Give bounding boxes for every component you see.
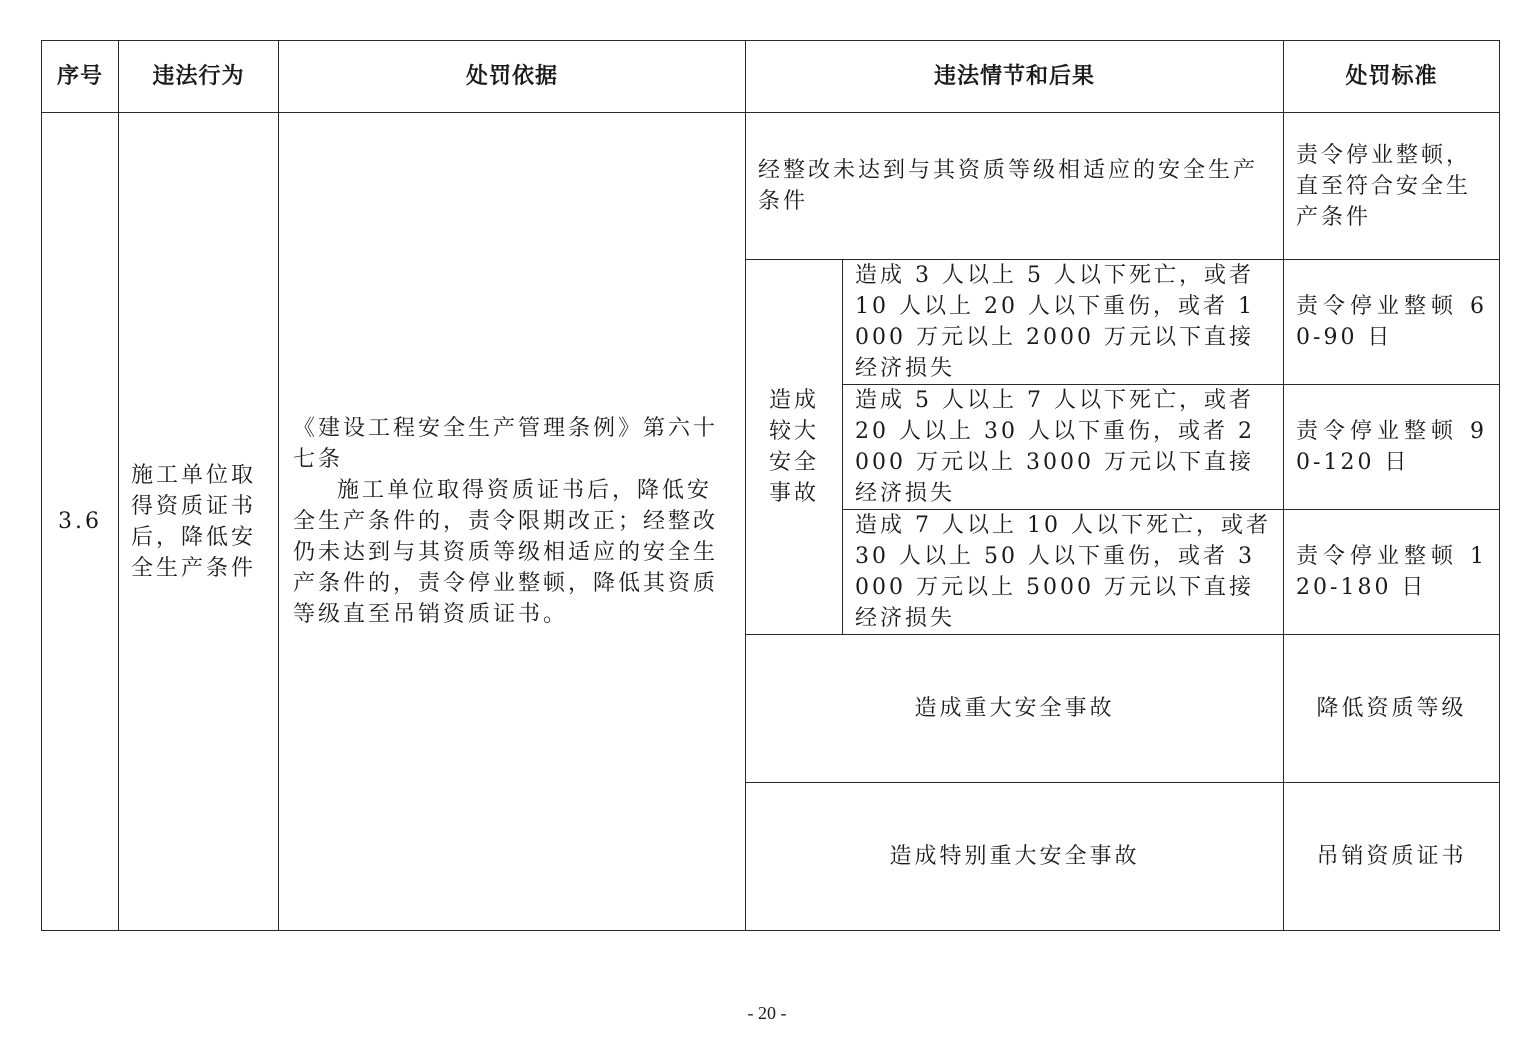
circumstance-cell: 造成 7 人以上 10 人以下死亡，或者 30 人以上 50 人以下重伤，或者 3000 万元以上 5000 万元以下直接经济损失 bbox=[843, 510, 1284, 635]
violation-cell: 施工单位取得资质证书后，降低安全生产条件 bbox=[119, 113, 279, 931]
standard-cell: 责令停业整顿 60-90 日 bbox=[1284, 260, 1500, 385]
header-row bbox=[42, 41, 1500, 113]
penalty-table bbox=[41, 40, 1500, 931]
standard-cell: 责令停业整顿 120-180 日 bbox=[1284, 510, 1500, 635]
header-standard: 处罚标准 bbox=[1284, 41, 1500, 113]
basis-title: 《建设工程安全生产管理条例》第六十七条 bbox=[293, 416, 719, 472]
standard-cell: 责令停业整顿，直至符合安全生产条件 bbox=[1284, 113, 1500, 260]
circumstance-cell: 经整改未达到与其资质等级相适应的安全生产条件 bbox=[746, 113, 1284, 260]
accident-group-cell: 造成较大安全事故 bbox=[746, 260, 843, 635]
basis-text: 施工单位取得资质证书后，降低安全生产条件的，责令限期改正；经整改仍未达到与其资质等级相适应的安全生产条件的，责令停业整顿，降低其资质等级直至吊销资质证书。 bbox=[293, 478, 719, 627]
page-number: - 20 - bbox=[747, 1003, 787, 1023]
table-row bbox=[42, 113, 1500, 260]
standard-cell: 吊销资质证书 bbox=[1284, 783, 1500, 931]
circumstance-cell: 造成特别重大安全事故 bbox=[746, 783, 1284, 931]
standard-cell: 降低资质等级 bbox=[1284, 635, 1500, 783]
header-basis: 处罚依据 bbox=[279, 41, 746, 113]
header-seq: 序号 bbox=[42, 41, 119, 113]
header-circumstance: 违法情节和后果 bbox=[746, 41, 1284, 113]
circumstance-cell: 造成 3 人以上 5 人以下死亡，或者 10 人以上 20 人以下重伤，或者 1000 万元以上 2000 万元以下直接经济损失 bbox=[843, 260, 1284, 385]
standard-cell: 责令停业整顿 90-120 日 bbox=[1284, 385, 1500, 510]
seq-cell: 3.6 bbox=[42, 113, 119, 931]
basis-cell bbox=[279, 113, 746, 931]
circumstance-cell: 造成重大安全事故 bbox=[746, 635, 1284, 783]
header-violation: 违法行为 bbox=[119, 41, 279, 113]
circumstance-cell: 造成 5 人以上 7 人以下死亡，或者 20 人以上 30 人以下重伤，或者 2000 万元以上 3000 万元以下直接经济损失 bbox=[843, 385, 1284, 510]
